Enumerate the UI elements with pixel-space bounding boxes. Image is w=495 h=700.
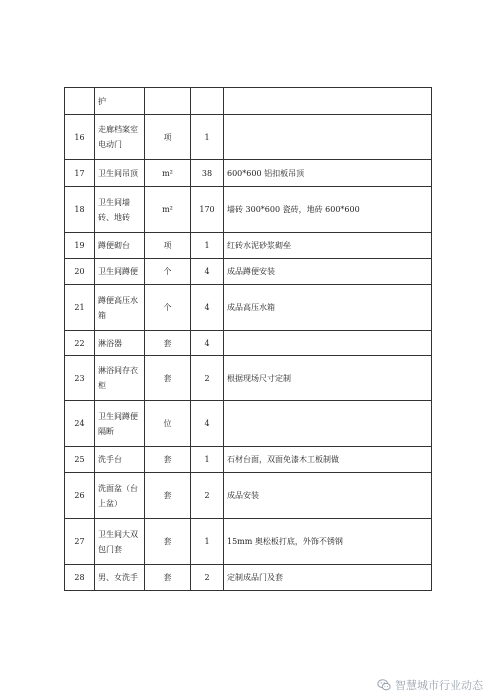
cell-name: 淋浴器 [95, 331, 145, 356]
cell-no: 22 [65, 331, 95, 356]
cell-qty: 2 [191, 565, 224, 591]
cell-desc [224, 401, 432, 447]
cell-no: 20 [65, 259, 95, 285]
cell-desc: 成品高压水箱 [224, 285, 432, 331]
cell-desc [224, 331, 432, 356]
cell-unit: 套 [145, 565, 191, 591]
cell-no: 18 [65, 187, 95, 233]
cell-unit: 位 [145, 401, 191, 447]
cell-desc: 定制成品门及套 [224, 565, 432, 591]
cell-qty: 4 [191, 285, 224, 331]
cell-qty: 38 [191, 160, 224, 187]
cell-unit: m² [145, 187, 191, 233]
cell-desc [224, 115, 432, 160]
cell-qty: 1 [191, 447, 224, 473]
watermark-text: 智慧城市行业动态 [395, 679, 483, 692]
cell-unit: 项 [145, 115, 191, 160]
cell-unit: 个 [145, 259, 191, 285]
table-row [65, 565, 432, 591]
cell-name: 洗面盆（台上盆） [95, 473, 145, 519]
table-row [65, 259, 432, 285]
cell-name: 男、女洗手 [95, 565, 145, 591]
cell-unit: 套 [145, 331, 191, 356]
cell-desc: 石材台面，双面免漆木工板制做 [224, 447, 432, 473]
table-row [65, 331, 432, 356]
cell-name: 卫生间蹲便 [95, 259, 145, 285]
cell-unit: 个 [145, 285, 191, 331]
cell-no: 16 [65, 115, 95, 160]
cell-qty: 4 [191, 401, 224, 447]
wechat-icon [377, 678, 391, 692]
cell-no: 23 [65, 356, 95, 401]
cell-qty: 170 [191, 187, 224, 233]
cell-desc: 15mm 奥松板打底，外饰不锈钢 [224, 519, 432, 565]
cell-qty: 4 [191, 331, 224, 356]
cell-no: 27 [65, 519, 95, 565]
table-row [65, 519, 432, 565]
cell-no: 24 [65, 401, 95, 447]
cell-desc [224, 88, 432, 115]
watermark [377, 677, 483, 693]
cell-no: 26 [65, 473, 95, 519]
cell-name: 卫生间吊顶 [95, 160, 145, 187]
table-row [65, 285, 432, 331]
cell-name: 蹲便高压水箱 [95, 285, 145, 331]
cell-unit: m² [145, 160, 191, 187]
table-row [65, 401, 432, 447]
cell-qty: 2 [191, 356, 224, 401]
cell-unit [145, 88, 191, 115]
cell-no: 25 [65, 447, 95, 473]
cell-no: 19 [65, 233, 95, 259]
cell-desc: 根据现场尺寸定制 [224, 356, 432, 401]
cell-desc: 600*600 铝扣板吊顶 [224, 160, 432, 187]
cell-name: 走廊档案室电动门 [95, 115, 145, 160]
cell-desc: 成品安装 [224, 473, 432, 519]
cell-name: 淋浴间存衣柜 [95, 356, 145, 401]
cell-unit: 套 [145, 356, 191, 401]
cell-name: 卫生间大双包门套 [95, 519, 145, 565]
cell-qty: 1 [191, 115, 224, 160]
table-row [65, 88, 432, 115]
cell-unit: 项 [145, 233, 191, 259]
cell-name: 护 [95, 88, 145, 115]
cell-desc: 红砖水泥砂浆砌垒 [224, 233, 432, 259]
cell-qty: 1 [191, 233, 224, 259]
cell-qty: 2 [191, 473, 224, 519]
cell-no: 28 [65, 565, 95, 591]
table-row [65, 160, 432, 187]
table-row [65, 473, 432, 519]
cell-unit: 套 [145, 447, 191, 473]
table-row [65, 447, 432, 473]
cell-desc: 成品蹲便安装 [224, 259, 432, 285]
spec-table-body [65, 88, 432, 591]
table-row [65, 233, 432, 259]
cell-unit: 套 [145, 473, 191, 519]
cell-qty [191, 88, 224, 115]
table-row [65, 115, 432, 160]
cell-qty: 4 [191, 259, 224, 285]
cell-name: 卫生间蹲便隔断 [95, 401, 145, 447]
cell-qty: 1 [191, 519, 224, 565]
cell-name: 卫生间墙砖、地砖 [95, 187, 145, 233]
cell-no: 21 [65, 285, 95, 331]
spec-table [64, 87, 432, 591]
cell-unit: 套 [145, 519, 191, 565]
table-row [65, 187, 432, 233]
cell-name: 洗手台 [95, 447, 145, 473]
cell-desc: 墙砖 300*600 瓷砖，地砖 600*600 [224, 187, 432, 233]
cell-name: 蹲便砌台 [95, 233, 145, 259]
table-row [65, 356, 432, 401]
cell-no: 17 [65, 160, 95, 187]
cell-no [65, 88, 95, 115]
